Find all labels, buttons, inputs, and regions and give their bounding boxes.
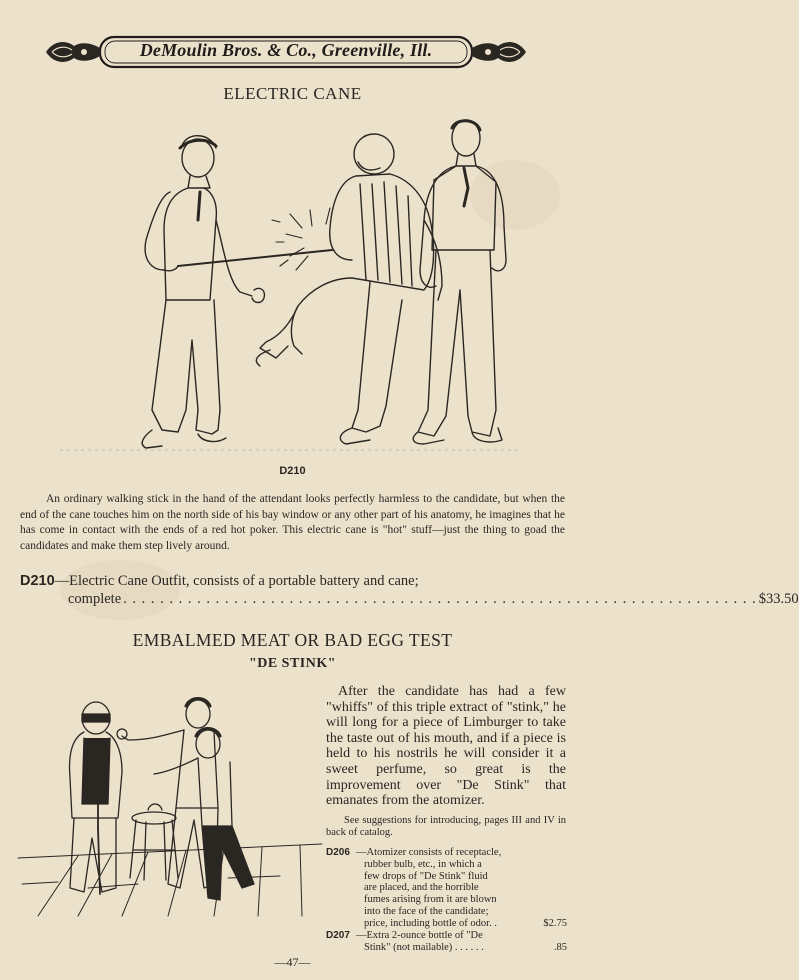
product-description-line: into the face of the candidate; [364,905,489,917]
blindfolded-candidate [70,702,122,894]
section-title-bad-egg-test: EMBALMED MEAT OR BAD EGG TEST [132,630,453,650]
illustration-caption-d210: D210 [279,465,306,477]
electric-cane-description: An ordinary walking stick in the hand of the attendant looks perfectly harmless to the candidate, but when the end of the cane touches him on the north side of his bay window or any other part of his anatomy, he imagines that he has come in contact with the ends of a red hot poker. This electric cane is "hot" stuff—just the thing to goad the candidates and make them step lively around. [20,493,565,552]
product-code: D206 [326,847,350,858]
spark-lines [272,208,330,270]
product-description-line: —Atomizer consists of receptacle, [356,847,502,858]
floor-boards [18,844,322,916]
product-line-d210 [20,573,565,590]
page-number: —47— [274,955,311,969]
product-price-d206: $2.75 [543,918,567,929]
product-description-line: —Extra 2-ounce bottle of "De [356,930,483,941]
stool [130,804,178,880]
product-description-line: price, including bottle of odor. . [364,917,497,929]
section-subtitle-de-stink: "DE STINK" [248,656,337,671]
electric-cane-illustration [40,110,540,460]
product-description-line: few drops of "De Stink" fluid [364,870,488,882]
de-stink-description: After the candidate has had a few "whiffs" of this triple extract of "stink," he will long for a piece of Limburger to take the taste out of his mouth, and if a piece is held to his nostrils he will consider it a sweet perfume, so great is the improvement over "De Stink" that emanates from the atomizer. [326,684,566,809]
product-line-d206 [326,847,501,930]
section-title-electric-cane: ELECTRIC CANE [223,84,362,103]
product-line-d210-price-row [68,591,799,608]
product-description: —Electric Cane Outfit, consists of a portable battery and cane; [54,573,419,589]
product-price-d207: .85 [553,942,567,953]
product-price: $33.50 [758,591,799,607]
product-description-cont: complete [68,591,122,607]
onlooker-figure [413,120,506,444]
attendant-figure [142,136,264,448]
header-title: DeMoulin Bros. & Co., Greenville, Ill. [139,40,433,60]
paper-stain [60,560,180,620]
leader-dots: . . . . . . . . . . . . . . . . . . . . . . . . . . . . . . . . . . . . . . . . . . . . . . . . . . . . . . . . . . . . . . . . . . . . . [123,591,757,607]
product-code: D210 [20,573,55,589]
product-description-line: rubber bulb, etc., in which a [364,858,482,870]
de-stink-illustration [18,688,322,916]
candidate-figure [256,134,442,444]
product-line-d207 [326,930,484,954]
product-description-line: Stink" (not mailable) . . . . . . [364,941,484,953]
product-description-line: fumes arising from it are blown [364,894,497,906]
header-banner [44,34,528,70]
catalog-note: See suggestions for introducing, pages III and IV in back of catalog. [326,815,566,838]
product-code: D207 [326,930,350,941]
product-description-line: are placed, and the horrible [364,882,479,894]
